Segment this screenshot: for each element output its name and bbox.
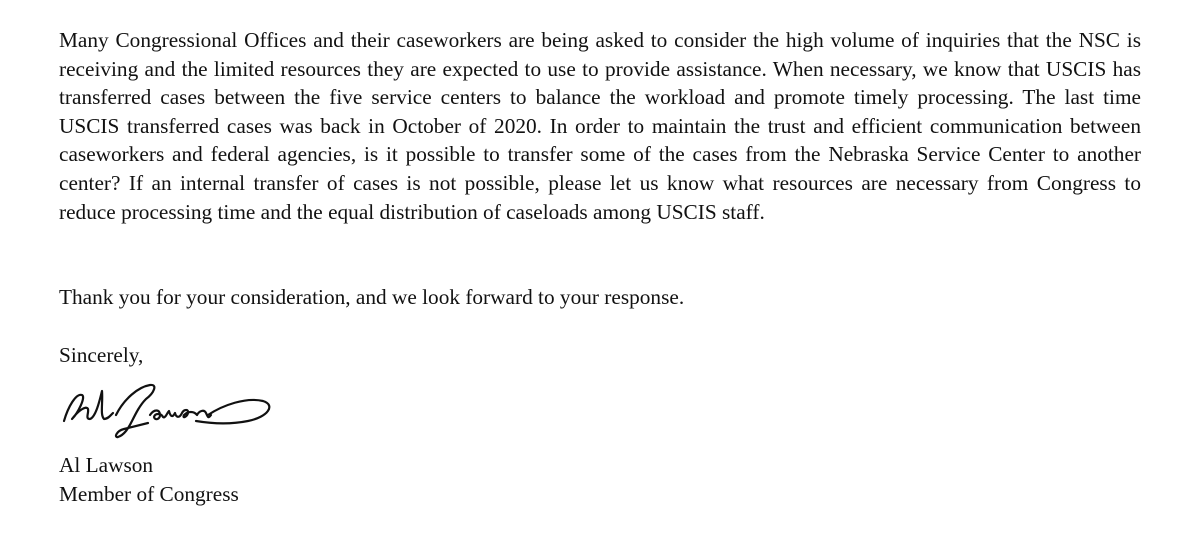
thanks-line: Thank you for your consideration, and we look forward to your response. bbox=[59, 285, 685, 309]
handwritten-signature bbox=[58, 375, 273, 445]
letter-body bbox=[59, 26, 1141, 226]
closing-salutation: Sincerely, bbox=[59, 343, 144, 367]
signer-title: Member of Congress bbox=[59, 482, 239, 506]
signer-name: Al Lawson bbox=[59, 453, 154, 477]
body-paragraph: Many Congressional Offices and their caseworkers are being asked to consider the high volume of inquiries that the NSC is receiving and the limited resources they are expected to use to provide assistance. When necessary, we know that USCIS has transferred cases between the five service centers to balance the workload and promote timely processing. The last time USCIS transferred cases was back in October of 2020. In order to maintain the trust and efficient communication between caseworkers and federal agencies, is it possible to transfer some of the cases from the Nebraska Service Center to another center? If an internal transfer of cases is not possible, please let us know what resources are necessary from Congress to reduce processing time and the equal distribution of caseloads among USCIS staff. bbox=[59, 28, 1141, 224]
